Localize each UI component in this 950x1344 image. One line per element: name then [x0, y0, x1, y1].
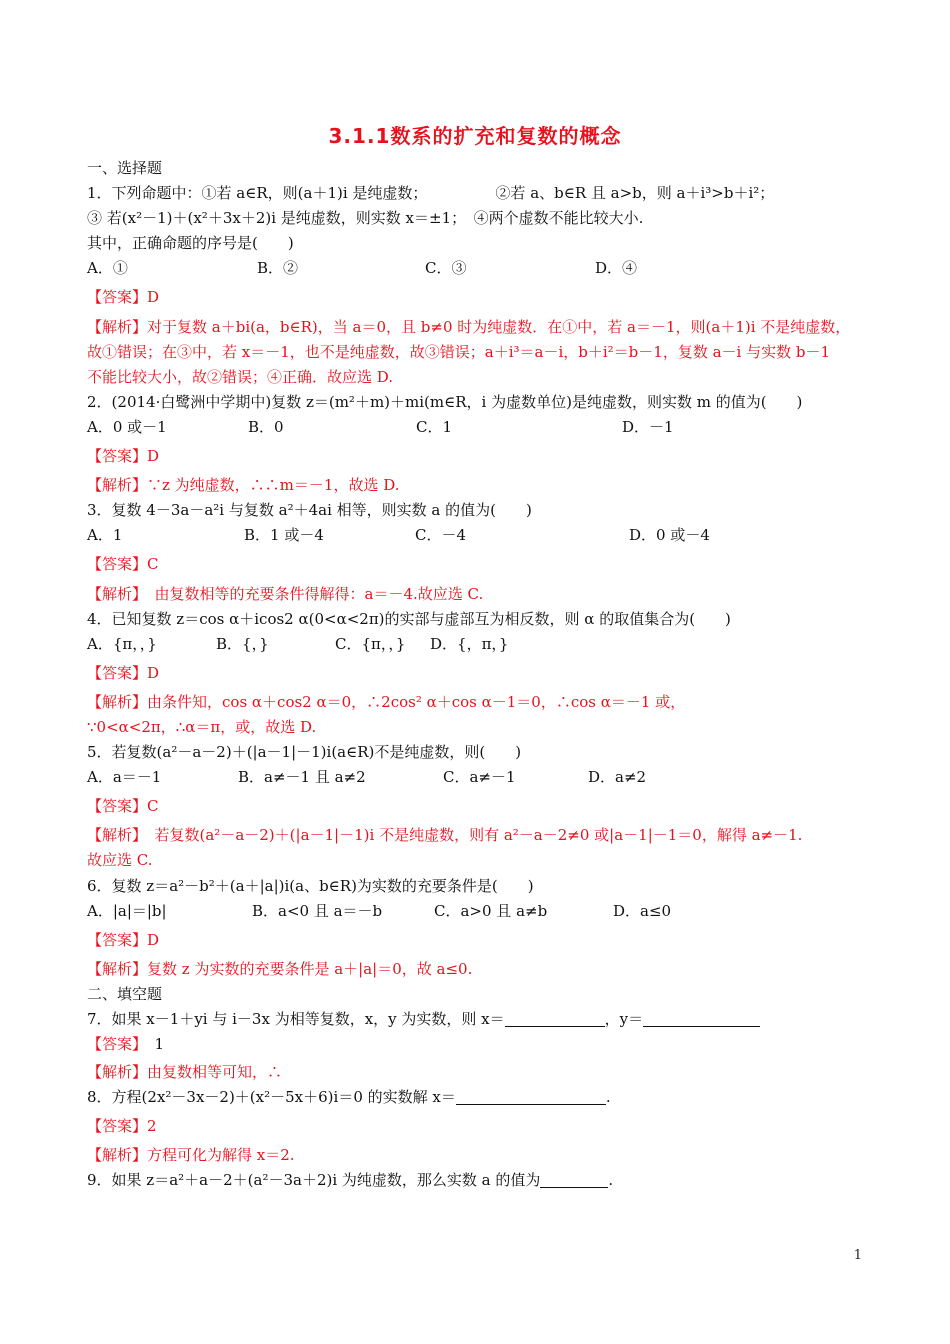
answer-label: 【答案】 — [87, 797, 148, 816]
option-c: C．1 — [416, 417, 453, 436]
question-8-text-a: 8．方程(2x²－3x－2)＋(x²－5x＋6)i＝0 的实数解 x＝ — [87, 1088, 456, 1107]
analysis-label: 【解析】 — [87, 959, 148, 978]
blank-y — [643, 1009, 760, 1027]
option-b: B．a≠－1 且 a≠2 — [238, 768, 366, 787]
analysis-line — [87, 823, 867, 848]
answer-value: C — [147, 797, 159, 816]
option-a: A．|a|＝|b| — [87, 901, 167, 920]
answer-value: D — [147, 288, 160, 307]
option-b: B．1 或－4 — [244, 526, 324, 545]
analysis-text: 复数 z 为实数的充要条件是 a＋|a|＝0，故 a≤0. — [147, 959, 473, 978]
option-a: A．0 或－1 — [87, 417, 167, 436]
answer-line — [87, 794, 867, 819]
analysis-line — [87, 690, 867, 715]
question-4-options — [87, 632, 867, 657]
analysis-label: 【解析】 — [87, 584, 140, 603]
option-a: A．{π，，} — [87, 634, 157, 653]
question-1-part-a: 1．下列命题中：①若 a∈R，则(a＋1)i 是纯虚数； — [87, 184, 428, 203]
question-2-stem: 2．(2014·白鹭洲中学期中)复数 z＝(m²＋m)＋mi(m∈R，i 为虚数单位)是纯虚数，则实数 m 的值为( ) — [87, 392, 803, 411]
blank-x — [456, 1087, 606, 1105]
answer-line — [87, 285, 867, 310]
analysis-line — [87, 1143, 867, 1168]
answer-line — [87, 444, 867, 469]
analysis-text: 故①错误；在③中，若 x＝－1，也不是纯虚数，故③错误；a＋i³＝a－i，b＋i²＝b－1，复数 a－i 与实数 b－1 — [87, 342, 831, 361]
answer-line — [87, 1032, 867, 1056]
analysis-text: 对于复数 a＋bi(a，b∈R)，当 a＝0，且 b≠0 时为纯虚数．在①中，若 a＝－1，则(a＋1)i 不是纯虚数， — [147, 317, 851, 336]
answer-label: 【答案】 — [87, 447, 148, 466]
answer-label: 【答案】 — [87, 288, 148, 307]
analysis-text: 故应选 C. — [87, 851, 153, 870]
answer-line — [87, 928, 867, 953]
analysis-label: 【解析】 — [87, 317, 148, 336]
page-title: 3.1.1数系的扩充和复数的概念 — [328, 124, 622, 148]
section-heading-fill: 二、填空题 — [87, 984, 163, 1003]
question-7-text-a: 7．如果 x－1＋yi 与 i－3x 为相等复数，x，y 为实数，则 x＝ — [87, 1010, 505, 1028]
option-d: D．0 或－4 — [629, 526, 710, 545]
option-d: D．－1 — [622, 417, 674, 436]
answer-label: 【答案】 — [87, 555, 148, 574]
analysis-text: 由复数相等可知，∴ — [147, 1063, 283, 1082]
question-9-stem — [87, 1168, 867, 1193]
option-d: D．④ — [595, 259, 638, 278]
answer-label: 【答案】 — [87, 663, 148, 682]
document-body — [87, 156, 867, 1194]
answer-value: 1 — [139, 1035, 165, 1054]
answer-value: C — [147, 555, 159, 574]
analysis-text: 若复数(a²－a－2)＋(|a－1|－1)i 不是纯虚数，则有 a²－a－2≠0 或|a－1|－1＝0，解得 a≠－1. — [139, 826, 803, 845]
analysis-label: 【解析】 — [87, 476, 148, 495]
answer-label: 【答案】 — [87, 1117, 148, 1136]
analysis-text: 不能比较大小，故②错误；④正确．故应选 D. — [87, 367, 394, 386]
answer-line — [87, 1114, 867, 1139]
question-1-line-1 — [87, 181, 867, 206]
option-d: D．a≠2 — [588, 768, 647, 787]
analysis-line — [87, 582, 867, 607]
answer-value: D — [147, 447, 160, 466]
answer-label: 【答案】 — [87, 1035, 140, 1054]
question-4-stem: 4．已知复数 z＝cos α＋icos2 α(0<α<2π)的实部与虚部互为相反数，则 α 的取值集合为( ) — [87, 609, 731, 628]
question-1-options — [87, 256, 867, 281]
question-1-line-2: ③ 若(x²－1)＋(x²＋3x＋2)i 是纯虚数，则实数 x＝±1； ④两个虚数不能比较大小. — [87, 209, 644, 228]
question-7-stem — [87, 1007, 867, 1032]
analysis-label: 【解析】 — [87, 1063, 148, 1082]
option-c: C．a≠－1 — [443, 768, 516, 787]
question-6-stem: 6．复数 z＝a²－b²＋(a＋|a|)i(a、b∈R)为实数的充要条件是( ) — [87, 876, 534, 895]
question-1-line-3: 其中，正确命题的序号是( ) — [87, 234, 294, 253]
option-b: B．{，} — [216, 634, 269, 653]
option-b: B．0 — [248, 417, 284, 436]
option-b: B．② — [257, 259, 299, 278]
question-8-stem — [87, 1085, 867, 1110]
section-heading-choice: 一、选择题 — [87, 159, 163, 177]
answer-line — [87, 552, 867, 577]
analysis-line — [87, 315, 867, 340]
analysis-label: 【解析】 — [87, 692, 148, 711]
option-a: A．a＝－1 — [87, 768, 162, 787]
analysis-line — [87, 1060, 867, 1085]
option-a: A．① — [87, 259, 128, 278]
answer-label: 【答案】 — [87, 930, 148, 949]
option-c: C．{π，，} — [335, 634, 406, 653]
analysis-text: 由条件知，cos α＋cos2 α＝0，∴2cos² α＋cos α－1＝0，∴cos α＝－1 或， — [147, 692, 686, 711]
page-number: 1 — [853, 1248, 862, 1263]
option-a: A．1 — [87, 526, 123, 545]
analysis-text: ∵z 为纯虚数，∴∴m＝－1，故选 D. — [147, 476, 400, 495]
question-5-options — [87, 765, 867, 790]
analysis-text: 由复数相等的充要条件得解得：a＝－4.故应选 C. — [139, 584, 484, 603]
question-1-part-b: ②若 a、b∈R 且 a>b，则 a＋i³>b＋i²； — [495, 184, 775, 203]
analysis-line — [87, 473, 867, 498]
question-9-text-b: . — [608, 1171, 614, 1190]
blank-a — [540, 1170, 608, 1188]
question-2-options — [87, 415, 867, 440]
analysis-text: ∵0<α<2π，∴α＝π，或，故选 D. — [87, 717, 317, 736]
analysis-label: 【解析】 — [87, 826, 140, 845]
question-8-text-b: . — [605, 1088, 611, 1107]
option-b: B．a<0 且 a＝－b — [252, 901, 383, 920]
answer-value: D — [147, 663, 160, 682]
option-c: C．③ — [425, 259, 467, 278]
question-3-options — [87, 523, 867, 548]
answer-value: D — [147, 930, 160, 949]
answer-line — [87, 661, 867, 686]
question-5-stem: 5．若复数(a²－a－2)＋(|a－1|－1)i(a∈R)不是纯虚数，则( ) — [87, 743, 522, 762]
question-3-stem: 3．复数 4－3a－a²i 与复数 a²＋4ai 相等，则实数 a 的值为( ) — [87, 501, 532, 520]
question-9-text-a: 9．如果 z＝a²＋a－2＋(a²－3a＋2)i 为纯虚数，那么实数 a 的值为 — [87, 1171, 541, 1190]
option-d: D．{，π，} — [430, 634, 509, 653]
option-c: C．－4 — [415, 526, 467, 545]
answer-value: 2 — [147, 1117, 157, 1136]
question-6-options — [87, 899, 867, 924]
analysis-label: 【解析】 — [87, 1146, 148, 1165]
option-c: C．a>0 且 a≠b — [434, 901, 548, 920]
analysis-text: 方程可化为解得 x＝2. — [147, 1146, 295, 1165]
analysis-line — [87, 957, 867, 982]
blank-x — [505, 1009, 605, 1027]
option-d: D．a≤0 — [613, 901, 672, 920]
question-7-text-b: ，y＝ — [604, 1010, 644, 1028]
